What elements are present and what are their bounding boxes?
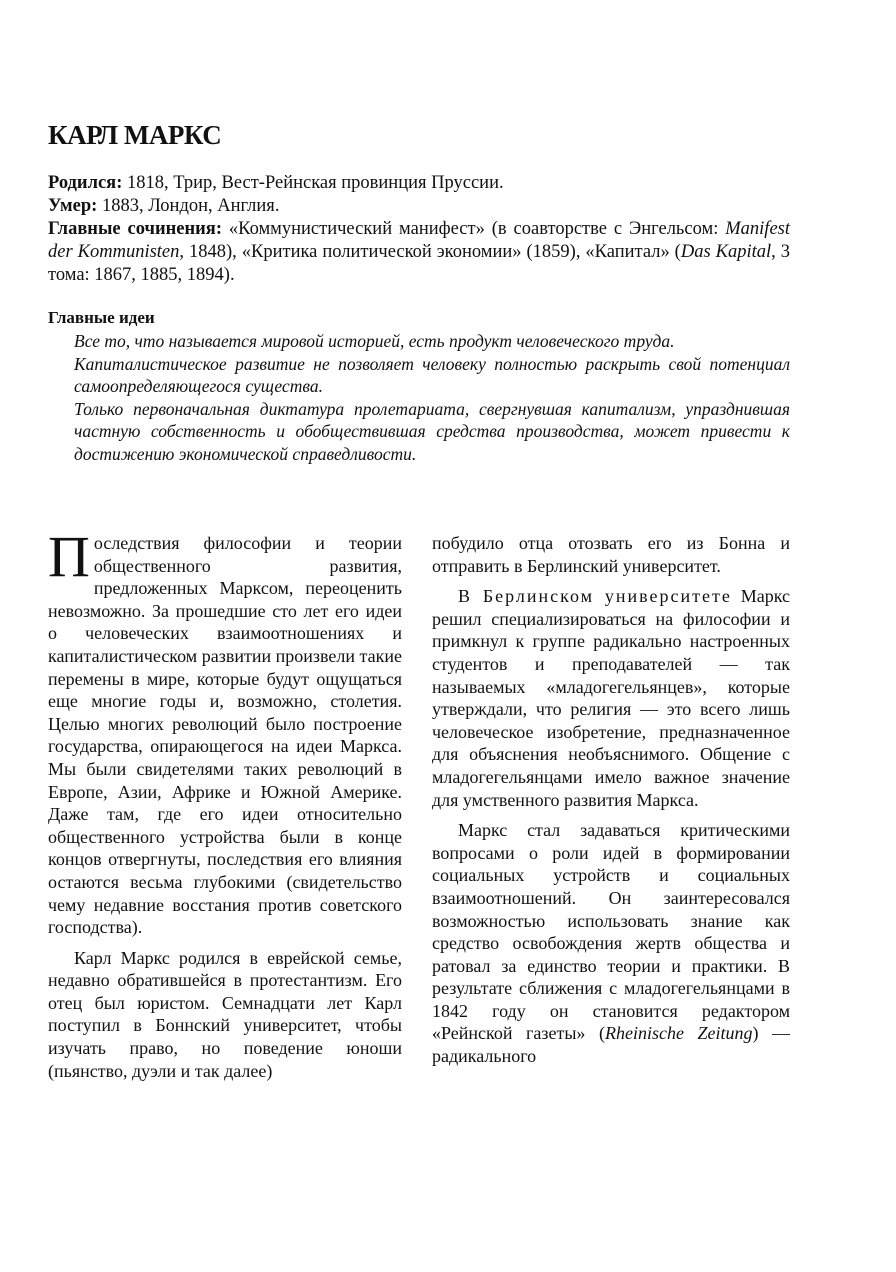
paragraph	[48, 524, 402, 939]
idea-item: Капиталистическое развитие не позволяет человеку полностью раскрыть свой потенциал самоопределяющегося существа.	[74, 353, 790, 396]
works-label: Главные сочинения	[48, 219, 216, 239]
paragraph-text: Маркс стал задаваться критическими вопросами о роли идей в формировании социальных устройств и социальных взаимоотношений. Он заинтересовался возможностью использовать знание как средство освобождения жертв общества и ратовал за единство теории и практики. В результате сближения с младогегельянцами в 1842 году он становится редактором «Рейнской газеты» (	[432, 820, 790, 1044]
paragraph-text: Маркс решил специализироваться на философии и примкнул к группе радикально настроенных студентов и преподавателей — так называемых «младогегельянцев», которые утверждали, что религия — это всего лишь человеческое изобретение, предназначенное для объяснения необъяснимого. Общение с младогегельянцами имело важное значение для умственного развития Маркса.	[432, 586, 790, 810]
works-title-1: Manifest der Kommunisten	[48, 219, 790, 262]
main-ideas-heading: Главные идеи	[48, 308, 155, 327]
born-line: Родился: 1818, Трир, Вест-Рейнская провинция Пруссии.	[48, 173, 504, 193]
main-ideas-list	[74, 330, 790, 465]
idea-item: Все то, что называется мировой историей, есть продукт человеческого труда.	[74, 331, 675, 351]
works-text-2: , 1848), «Критика политической экономии» (1859), «Капитал» (	[179, 242, 681, 262]
text-column-right	[432, 532, 790, 1076]
drop-cap: П	[48, 524, 90, 589]
paragraph: Карл Маркс родился в еврейской семье, недавно обратившейся в протестантизм. Его отец был юристом. Семнадцати лет Карл поступил в Боннский университет, чтобы изучать право, но поведение юноши (пьянство, дуэли и так далее)	[48, 947, 402, 1081]
paragraph-text: ) — радикального	[432, 1023, 790, 1067]
born-label: Родился	[48, 173, 117, 193]
works-title-2: Das Kapital	[680, 242, 772, 262]
paragraph-text: оследствия философии и теории общественного развития, предложенных Марксом, переоценить невозможно. За прошедшие сто лет его идеи о человеческих взаимоотношениях и капиталистическом развитии произвели такие перемены в мире, которые будут ощущаться еще многие годы и, возможно, столетия. Целью многих революций было построение государства, опирающегося на идеи Маркса. Мы были свидетелями таких революций в Европе, Азии, Африке и Южной Америке. Даже там, где его идеи относительно общественного устройства были в конце концов отвергнуты, последствия его влияния остаются весьма глубокими (свидетельство чему недавние восстания против советского господства).	[48, 533, 402, 938]
idea-item: Только первоначальная диктатура пролетариата, свергнувшая капитализм, упразднившая частную собственность и обобществившая средства производства, может привести к достижению экономической справедливости.	[74, 398, 790, 464]
newspaper-title: Rheinische Zeitung	[604, 1023, 753, 1044]
paragraph	[432, 819, 790, 1068]
spaced-text: В Берлинском университете	[458, 586, 732, 607]
biography-facts	[48, 172, 790, 287]
works-text-1: «Коммунистический манифест» (в соавторстве с Энгельсом:	[228, 219, 726, 239]
works-line: Главные сочинения: «Коммунистический манифест» (в соавторстве с Энгельсом: Manifest der Kommunisten, 1848), «Критика политической экономии» (1859), «Капитал» (Das Kapital, 3 тома: 1867, 1885, 1894).	[48, 219, 790, 285]
died-line: Умер: 1883, Лондон, Англия.	[48, 196, 280, 216]
paragraph	[432, 585, 790, 811]
born-value: 1818, Трир, Вест-Рейнская провинция Пруссии.	[126, 173, 504, 193]
text-column-left	[48, 524, 402, 1090]
paragraph: побудило отца отозвать его из Бонна и отправить в Берлинский университет.	[432, 533, 790, 576]
died-value: 1883, Лондон, Англия.	[101, 196, 280, 216]
works-text-3: , 3 тома: 1867, 1885, 1894).	[48, 242, 790, 285]
page-title: КАРЛ МАРКС	[48, 120, 222, 150]
died-label: Умер	[48, 196, 92, 216]
